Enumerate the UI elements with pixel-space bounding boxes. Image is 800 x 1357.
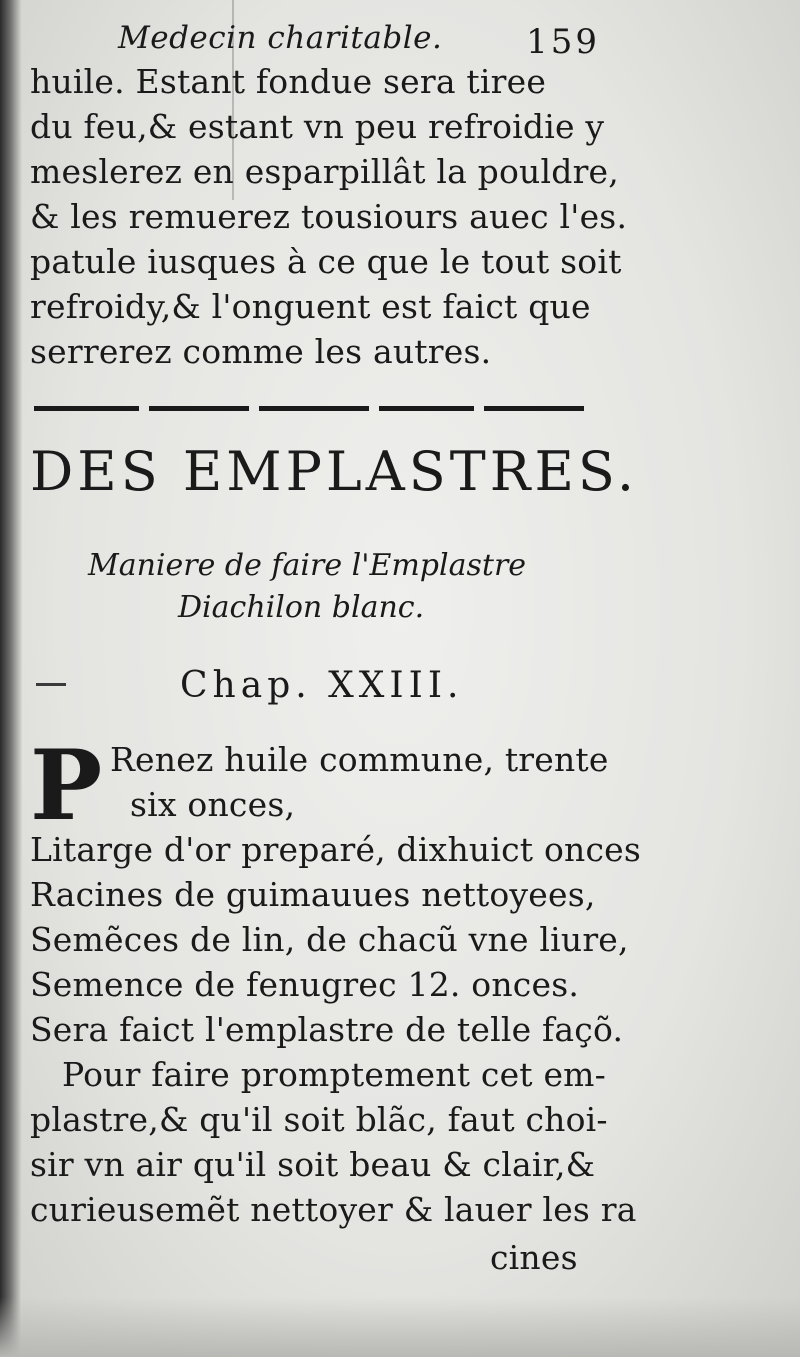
text-line: meslerez en esparpillât la pouldre, xyxy=(30,152,619,191)
text-line: Renez huile commune, trente xyxy=(110,740,609,779)
text-line: curieusemẽt nettoyer & lauer les ra xyxy=(30,1190,637,1229)
text-line: patule iusques à ce que le tout soit xyxy=(30,242,622,281)
text-line: serrerez comme les autres. xyxy=(30,332,492,371)
text-line: six onces, xyxy=(130,785,296,824)
subtitle-line-1: Maniere de faire l'Emplastre xyxy=(88,548,527,583)
recipe-line: Litarge d'or preparé, dixhuict onces xyxy=(30,830,642,869)
recipe-line: Racines de guimauues nettoyees, xyxy=(30,875,596,914)
page-bottom-shadow xyxy=(0,1297,800,1357)
section-divider-rule xyxy=(34,398,614,414)
text-line: huile. Estant fondue sera tiree xyxy=(30,62,547,101)
recipe-line: Sera faict l'emplastre de telle façõ. xyxy=(30,1010,624,1049)
running-head: Medecin charitable. xyxy=(118,20,443,56)
section-title: DES EMPLASTRES. xyxy=(30,440,639,503)
drop-capital: P xyxy=(30,729,103,842)
text-line: plastre,& qu'il soit blãc, faut choi- xyxy=(30,1100,608,1139)
subtitle-line-2: Diachilon blanc. xyxy=(178,590,425,625)
text-line: Pour faire promptement cet em- xyxy=(62,1055,607,1094)
text-line: refroidy,& l'onguent est faict que xyxy=(30,287,591,326)
text-line: du feu,& estant vn peu refroidie y xyxy=(30,107,605,146)
margin-dash xyxy=(36,683,66,686)
catchword: cines xyxy=(490,1238,578,1277)
main-column xyxy=(30,0,642,1357)
text-line: sir vn air qu'il soit beau & clair,& xyxy=(30,1145,596,1184)
page-number: 159 xyxy=(526,22,600,62)
recipe-line: Semence de fenugrec 12. onces. xyxy=(30,965,580,1004)
chapter-heading: Chap. XXIII. xyxy=(180,665,464,706)
recipe-line: Semẽces de lin, de chacũ vne liure, xyxy=(30,920,629,959)
text-line: & les remuerez tousiours auec l'es. xyxy=(30,197,628,236)
page-binding-shadow xyxy=(0,0,22,1357)
